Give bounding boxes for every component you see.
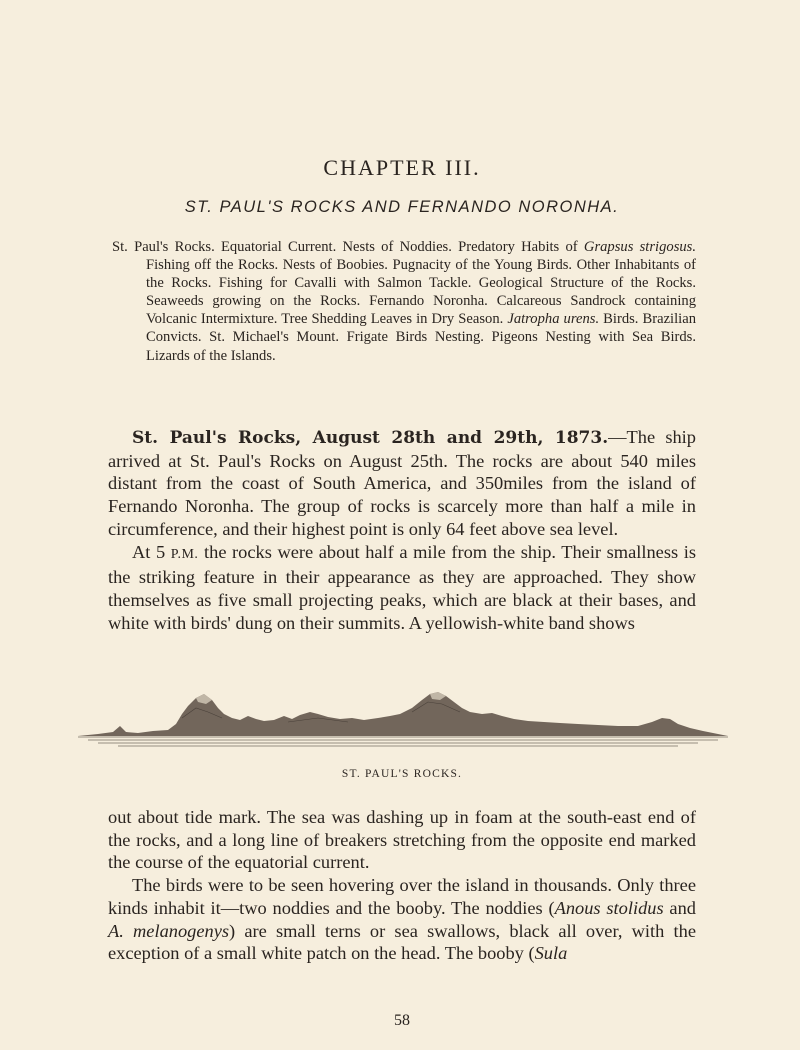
paragraph-1 xyxy=(108,426,696,541)
paragraph-4-text-a: The birds were to be seen hovering over the island in thousands. Only three kinds inhabit it—two noddies and the booby. The noddies ( xyxy=(108,875,696,918)
summary-text-2: Fishing off the Rocks. Nests of Boobies. Pugnacity of the Young Birds. Other Inhabitants of the Rocks. Fishing for Cavalli with Salmon Tackle. Geological Structure of the Rocks. Seaweeds growing on the Rocks. Fernando Noronha. Calcareous Sandrock containing Volcanic Intermixture. Tree Shedding Leaves in Dry Season. xyxy=(146,257,696,328)
paragraph-2-text-b: the rocks were about half a mile from the ship. Their smallness is the striking feature in their appearance as they are approached. They show themselves as five small projecting peaks, which are black at their bases, and white with birds' dung on their summits. A yellowish-white band shows xyxy=(108,541,696,633)
summary-italic-1: Grapsus strigosus. xyxy=(583,239,696,255)
summary-text-1: St. Paul's Rocks. Equatorial Current. Nests of Noddies. Predatory Habits of xyxy=(112,239,584,255)
species-name-2: A. melanogenys xyxy=(108,920,230,941)
summary-text-3: Birds. Brazilian Convicts. St. Michael's Mount. Frigate Birds Nesting. Pigeons Nesting with Sea Birds. Lizards of the Islands. xyxy=(146,311,696,364)
paragraph-2-pm: P.M. xyxy=(170,546,199,562)
chapter-title: CHAPTER III. xyxy=(323,155,481,180)
paragraph-lead: St. Paul's Rocks, August 28th and 29th, 1873. xyxy=(132,428,609,448)
species-name-1: Anous stolidus xyxy=(554,897,664,918)
book-page xyxy=(108,0,696,1050)
paragraph-3: out about tide mark. The sea was dashing up in foam at the south-east end of the rocks, and a long line of breakers stretching from the opposite end marked the course of the equatorial current. xyxy=(108,807,696,873)
paragraph-4-text-b: and xyxy=(663,897,696,918)
page-number: 58 xyxy=(394,1012,410,1029)
chapter-subtitle: ST. PAUL'S ROCKS AND FERNANDO NORONHA. xyxy=(184,198,620,216)
paragraph-1-text: —The ship arrived at St. Paul's Rocks on August 25th. The rocks are about 540 miles distant from the coast of South America, and 350miles from the island of Fernando Noronha. The group of rocks is scarcely more than half a mile in circumference, and their highest point is only 64 feet above sea level. xyxy=(108,427,696,539)
paragraph-4 xyxy=(108,874,696,965)
body-text-upper xyxy=(108,426,696,634)
species-name-3: Sula xyxy=(534,943,568,964)
paragraph-2 xyxy=(108,541,696,635)
body-text-lower xyxy=(108,806,696,965)
paragraph-4-text-c: ) are small terns or sea swallows, black all over, with the exception of a small white patch on the head. The booby ( xyxy=(108,920,696,964)
rocks-illustration xyxy=(78,688,728,750)
figure-caption: ST. PAUL'S ROCKS. xyxy=(341,768,463,780)
chapter-summary xyxy=(112,238,696,365)
paragraph-2-text-a: At 5 xyxy=(132,541,171,562)
summary-italic-2: Jatropha urens. xyxy=(507,311,600,328)
